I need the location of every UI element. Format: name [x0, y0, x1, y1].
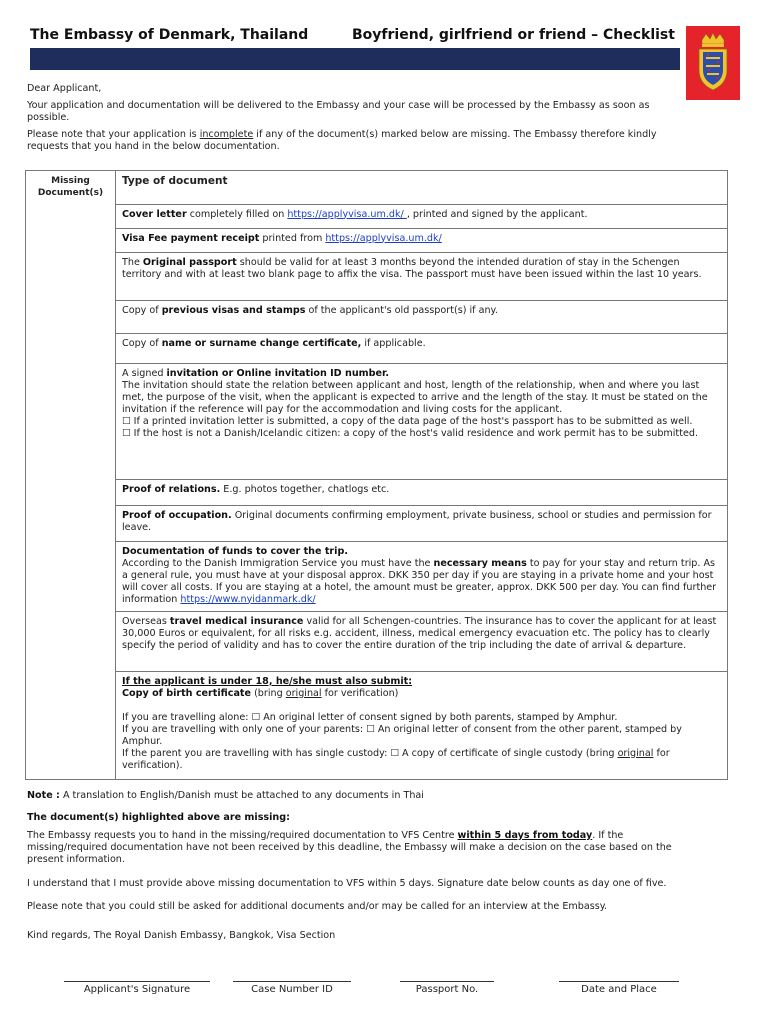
row-text: According to the Danish Immigration Service you must have the — [122, 557, 434, 569]
row-text: for verification) — [321, 687, 399, 699]
row-text: If the parent you are travelling with has single custody: ☐ A copy of certificate of single custody (bring — [122, 747, 618, 759]
applicant-signature-label: Applicant's Signature — [83, 984, 191, 995]
incomplete-text: incomplete — [199, 129, 254, 140]
minor-one-parent-option: If you are travelling with only one of your parents: ☐ An original letter of consent from the other parent, stamped by Amphur. — [122, 723, 682, 747]
request-text: . If the missing/required documentation have not been received by this deadline, the Embassy will make a decision on the case based on the present information. — [27, 830, 672, 865]
additional-documents-paragraph: Please note that you could still be asked for additional documents and/or may be called for an interview at the Embassy. — [27, 901, 608, 912]
row-text: completely filled on — [186, 208, 288, 220]
row-minor — [116, 671, 728, 779]
row-funds — [116, 541, 728, 611]
invitation-host-option: ☐ If the host is not a Danish/Icelandic citizen: a copy of the host's valid residence and work permit has to be submitted. — [122, 427, 698, 439]
row-text: A signed — [122, 367, 167, 379]
row-text: Overseas — [122, 615, 170, 627]
vfs-request-paragraph — [27, 830, 687, 866]
passport-label: Original passport — [142, 256, 237, 268]
deadline-text: within 5 days from today — [457, 830, 593, 841]
row-text: should be valid for at least 3 months beyond the intended duration of stay in the Schengen territory and with at least two blank page to affix the visa. The passport must have been issued within the last 10 years. — [122, 256, 702, 280]
checkbox-cell[interactable] — [26, 333, 116, 363]
applyvisa-link[interactable]: https://applyvisa.um.dk/ — [287, 208, 407, 220]
checkbox-cell[interactable] — [26, 300, 116, 333]
missing-header: Missing Document(s) — [37, 176, 104, 198]
embassy-title: The Embassy of Denmark, Thailand — [30, 27, 309, 43]
crest-icon — [694, 32, 732, 94]
checkbox-cell[interactable] — [26, 541, 116, 611]
header-bar — [30, 48, 680, 70]
greeting: Dear Applicant, — [27, 83, 102, 94]
checkbox-cell[interactable] — [26, 363, 116, 479]
original-text: original — [285, 687, 322, 699]
row-text: for verification). — [122, 747, 670, 771]
note-label: Note : — [27, 790, 60, 801]
insurance-label: travel medical insurance — [169, 615, 304, 627]
checkbox-cell[interactable] — [26, 252, 116, 300]
checklist-title: Boyfriend, girlfriend or friend – Checklist — [352, 27, 675, 43]
row-invitation — [116, 363, 728, 479]
checkbox-cell[interactable] — [26, 479, 116, 505]
row-text: valid for all Schengen-countries. The insurance has to cover the applicant for at least 30,000 Euros or equivalent, for all risks e.g. accident, illness, medical emergency evacuation etc. The policy has to clearly specify the period of validity and has to cover the entire duration of the trip including the date of arrival & departure. — [122, 615, 717, 651]
case-number-field[interactable] — [233, 981, 351, 995]
row-text: (bring — [251, 687, 286, 699]
row-insurance — [116, 611, 728, 671]
type-header: Type of document — [116, 171, 728, 205]
nyidanmark-link[interactable]: https://www.nyidanmark.dk/ — [180, 593, 316, 605]
invitation-label: invitation or Online invitation ID number. — [166, 367, 390, 379]
row-text: to pay for your stay and return trip. As a general rule, you must have at your disposal approx. DKK 350 per day if you are staying in a private home and your host will cover all costs. If you are staying at a hotel, the amount must be greater, approx. DKK 500 per day. You can find further information — [122, 557, 717, 605]
intro-paragraph-1: Your application and documentation will be delivered to the Embassy and your case will be processed by the Embassy as soon as possible. — [27, 100, 650, 123]
row-text: printed from — [259, 232, 326, 244]
applyvisa-link[interactable]: https://applyvisa.um.dk/ — [325, 232, 442, 244]
passport-number-field[interactable] — [400, 981, 494, 995]
necessary-means-label: necessary means — [433, 557, 527, 569]
request-text: The Embassy requests you to hand in the missing/required documentation to VFS Centre — [27, 830, 458, 841]
funds-label: Documentation of funds to cover the trip. — [122, 545, 348, 557]
checkbox-cell[interactable] — [26, 611, 116, 671]
case-number-label: Case Number ID — [251, 984, 333, 995]
invitation-printed-option: ☐ If a printed invitation letter is submitted, a copy of the data page of the host's passport has to be submitted as well. — [122, 415, 693, 427]
checkbox-cell[interactable] — [26, 204, 116, 228]
missing-documents-heading: The document(s) highlighted above are missing: — [27, 812, 290, 823]
checkbox-cell[interactable] — [26, 228, 116, 252]
intro-text: Please note that your application is — [27, 129, 200, 140]
passport-number-label: Passport No. — [415, 984, 479, 995]
minor-alone-option: If you are travelling alone: ☐ An original letter of consent signed by both parents, stamped by Amphur. — [122, 711, 618, 723]
translation-note — [27, 790, 687, 802]
visa-fee-label: Visa Fee payment receipt — [122, 232, 260, 244]
row-visa-fee — [116, 228, 728, 252]
row-previous-visas — [116, 300, 728, 333]
row-text: of the applicant's old passport(s) if any. — [305, 304, 498, 316]
row-text: if applicable. — [361, 337, 426, 349]
applicant-signature-field[interactable] — [64, 981, 210, 995]
occupation-label: Proof of occupation. — [122, 509, 232, 521]
row-occupation — [116, 505, 728, 541]
minor-heading: If the applicant is under 18, he/she must also submit: — [122, 675, 413, 687]
understand-paragraph: I understand that I must provide above missing documentation to VFS within 5 days. Signature date below counts as day one of five. — [27, 878, 667, 889]
date-place-label: Date and Place — [581, 984, 657, 995]
missing-header-cell — [26, 171, 116, 205]
relations-label: Proof of relations. — [122, 483, 221, 495]
row-relations — [116, 479, 728, 505]
kind-regards: Kind regards, The Royal Danish Embassy, Bangkok, Visa Section — [27, 930, 336, 941]
row-text: Copy of — [122, 304, 162, 316]
cover-letter-label: Cover letter — [122, 208, 187, 220]
original-text: original — [617, 747, 654, 759]
birth-certificate-label: Copy of birth certificate — [122, 687, 252, 699]
checkbox-cell[interactable] — [26, 671, 116, 779]
intro-paragraph-2 — [27, 129, 687, 153]
note-text: A translation to English/Danish must be attached to any documents in Thai — [59, 790, 424, 801]
invitation-details: The invitation should state the relation between applicant and host, length of the relationship, when and where you last met, the purpose of the visit, when the applicant is expected to arrive and the length of the stay. It must be stated on the invitation if the reference will pay for the accommodation and living costs for the applicant. — [122, 379, 708, 415]
row-text: , printed and signed by the applicant. — [406, 208, 588, 220]
row-cover-letter — [116, 204, 728, 228]
name-change-label: name or surname change certificate, — [161, 337, 362, 349]
date-place-field[interactable] — [559, 981, 679, 995]
previous-visas-label: previous visas and stamps — [161, 304, 306, 316]
row-text: Original documents confirming employment, private business, school or studies and permission for leave. — [122, 509, 712, 533]
checkbox-cell[interactable] — [26, 505, 116, 541]
row-passport — [116, 252, 728, 300]
royal-coat-of-arms — [686, 26, 740, 100]
row-text: E.g. photos together, chatlogs etc. — [220, 483, 390, 495]
intro-text: if any of the document(s) marked below are missing. The Embassy therefore kindly requests that you hand in the below documentation. — [27, 129, 657, 152]
row-name-change — [116, 333, 728, 363]
row-text: The — [122, 256, 143, 268]
document-checklist-table — [25, 170, 728, 780]
row-text: Copy of — [122, 337, 162, 349]
